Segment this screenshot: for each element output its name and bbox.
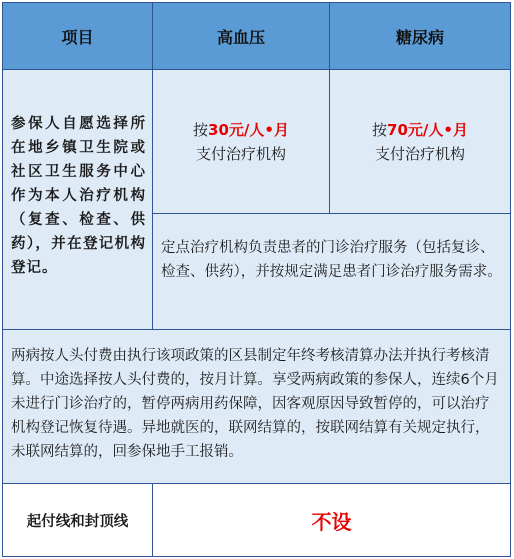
header-item	[2, 2, 153, 70]
service-description	[152, 213, 511, 330]
diabetes-payment	[329, 69, 511, 214]
deductible-cap-label-text: 起付线和封顶线	[26, 513, 129, 530]
hypertension-payment-line	[193, 118, 289, 142]
enrollment-description-text: 参保人自愿选择所在地乡镇卫生院或社区卫生服务中心作为本人治疗机构（复查、检查、供药），并在登记机构登记。	[11, 116, 146, 276]
hypertension-payment-suffix: 支付治疗机构	[195, 144, 286, 163]
diabetes-payment-suffix: 支付治疗机构	[374, 144, 465, 163]
diabetes-payment-line	[372, 118, 468, 142]
settlement-rules-text: 两病按人头付费由执行该项政策的区县制定年终考核清算办法并执行考核清算。中途选择按人头付费的，按月计算。享受两病政策的参保人，连续6个月未进行门诊治疗的，暂停两病用药保障，因客观原因导致暂停的，可以治疗机构登记恢复待遇。异地就医的，联网结算的，按联网结算有关规定执行，未联网结算的，回参保地手工报销。	[11, 348, 499, 460]
deductible-cap-value	[152, 483, 511, 557]
deductible-cap-label	[2, 483, 153, 557]
header-hypertension-label: 高血压	[216, 27, 265, 47]
deductible-cap-value-text: 不设	[311, 509, 352, 534]
diabetes-prefix: 按	[372, 120, 388, 139]
hypertension-payment	[152, 69, 330, 214]
settlement-rules	[2, 329, 511, 484]
header-item-label: 项目	[61, 27, 94, 47]
hypertension-prefix: 按	[193, 120, 209, 139]
hypertension-amount: 30元/人•月	[208, 120, 289, 139]
header-hypertension	[152, 2, 330, 70]
header-diabetes	[329, 2, 511, 70]
diabetes-amount: 70元/人•月	[387, 120, 468, 139]
header-diabetes-label: 糖尿病	[395, 27, 444, 47]
enrollment-description	[2, 69, 153, 330]
service-description-text: 定点治疗机构负责患者的门诊治疗服务（包括复诊、检查、供药），并按规定满足患者门诊治疗服务需求。	[161, 240, 502, 280]
